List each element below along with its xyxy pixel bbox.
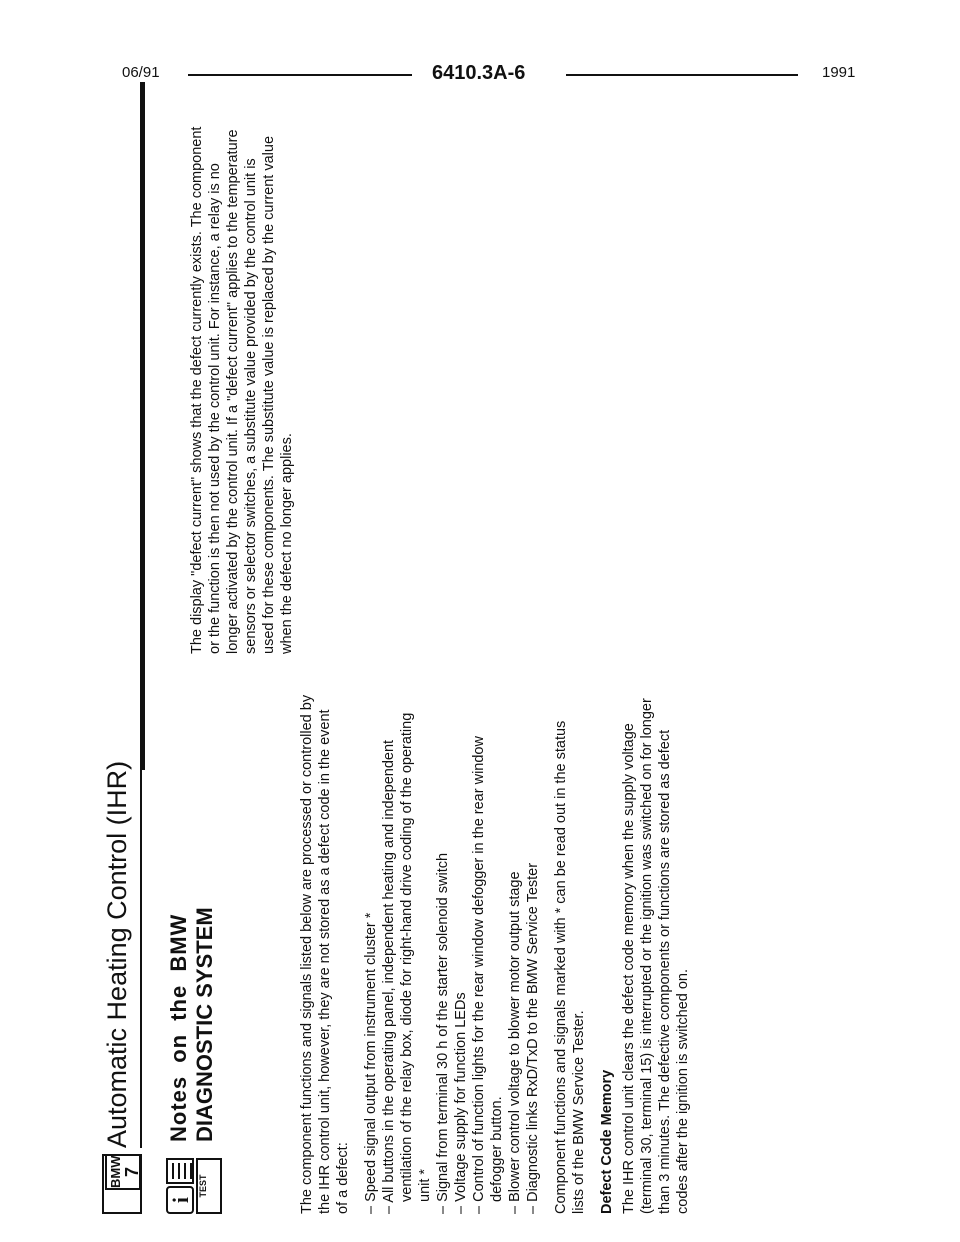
defect-current-paragraph: The display "defect current" shows that the defect currently exists. The component or the function is then not used by the control unit. For instance, a relay is no longer activated by the control unit. If a "defect current" applies to the temperature sensors or selector switches, a substitute value provided by the control unit is used for these components. The substitute value is replaced by the current value when the defect no longer applies. bbox=[189, 126, 295, 654]
info-icon: i bbox=[166, 1186, 194, 1214]
list-item: – Speed signal output from instrument cluster * bbox=[363, 912, 379, 1214]
list-item: – Diagnostic links RxD/TxD to the BMW Service Tester bbox=[525, 862, 541, 1214]
header-document-code: 6410.3A-6 bbox=[432, 62, 526, 84]
list-item: – All buttons in the operating panel, independent heating and independent ventilation of the relay box, diode for right-hand drive coding of the operating unit * bbox=[381, 712, 433, 1214]
notes-heading-line2: DIAGNOSTIC SYSTEM bbox=[192, 907, 217, 1142]
marked-functions-note: Component functions and signals marked with * can be read out in the status lists of the BMW Service Tester. bbox=[553, 720, 587, 1214]
function-list bbox=[362, 694, 542, 1214]
page-title: Automatic Heating Control (IHR) bbox=[102, 760, 132, 1148]
list-item: – Signal from terminal 30 h of the starter solenoid switch bbox=[435, 852, 451, 1214]
diagnostic-info-icon bbox=[166, 1158, 224, 1214]
right-column bbox=[188, 124, 306, 654]
test-icon: TEST bbox=[196, 1158, 222, 1214]
intro-paragraph: The component functions and signals listed below are processed or controlled by the IHR control unit, however, they are not stored as a defect code in the event of a defect: bbox=[299, 694, 351, 1214]
list-item: – Blower control voltage to blower motor output stage bbox=[507, 871, 523, 1214]
memory-heading: Defect Code Memory bbox=[599, 1069, 615, 1214]
badge-brand: BMW bbox=[108, 1155, 123, 1188]
bmw-series-badge bbox=[102, 1154, 142, 1214]
rotated-page-body bbox=[102, 54, 862, 1214]
notes-heading-line1: Notes on the BMW bbox=[166, 913, 191, 1142]
memory-paragraph: The IHR control unit clears the defect code memory when the supply voltage (terminal 30, terminal 15) is interrupted or the ignition was switched on for longer than 3 minutes. The defective components or functions are stored as defect codes after the ignition is switched on. bbox=[621, 698, 691, 1214]
left-column bbox=[298, 694, 702, 1214]
header-date: 06/91 bbox=[122, 64, 160, 81]
title-underline bbox=[140, 758, 142, 1148]
notes-heading bbox=[166, 907, 218, 1142]
list-item: – Control of function lights for the rear window defogger in the rear window defogger button. bbox=[471, 736, 505, 1214]
list-icon bbox=[166, 1158, 194, 1184]
bmw-logo-box bbox=[105, 1154, 141, 1190]
list-item: – Voltage supply for function LEDs bbox=[453, 992, 469, 1214]
badge-series: 7 bbox=[122, 1167, 142, 1178]
header-year: 1991 bbox=[822, 64, 856, 81]
